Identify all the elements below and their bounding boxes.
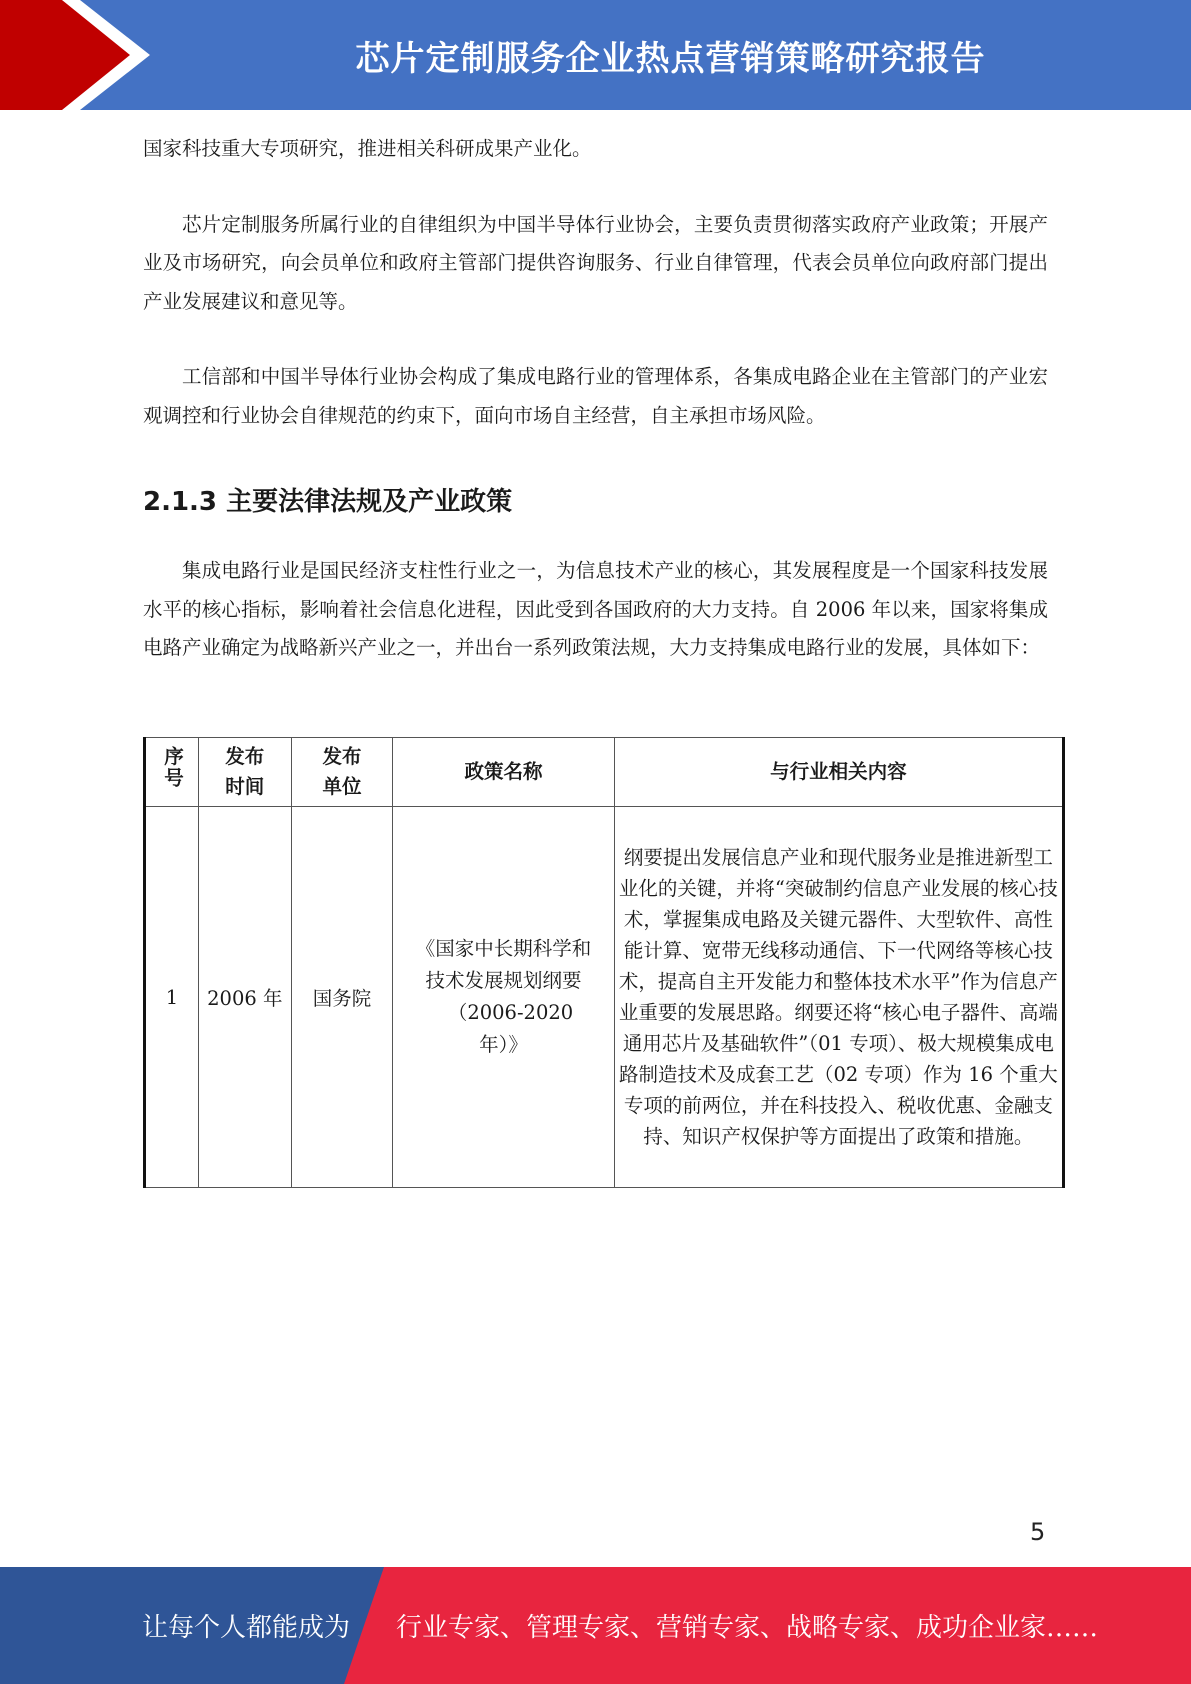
cell-unit: 国务院 (291, 807, 393, 1188)
paragraph-association: 芯片定制服务所属行业的自律组织为中国半导体行业协会，主要负责贯彻落实政府产业政策；开展产业及市场研究，向会员单位和政府主管部门提供咨询服务、行业自律管理，代表会员单位向政府部门提出产业发展建议和意见等。 (143, 212, 1048, 313)
header-policy-name: 政策名称 (393, 738, 614, 807)
cell-seq: 1 (145, 807, 199, 1188)
section-heading: 2.1.3 主要法律法规及产业政策 (143, 487, 513, 517)
header-unit: 发布 单位 (291, 738, 393, 807)
header-seq: 序号 (145, 738, 199, 807)
cell-related-content: 纲要提出发展信息产业和现代服务业是推进新型工业化的关键，并将“突破制约信息产业发展的核心技术，掌握集成电路及关键元器件、大型软件、高性能计算、宽带无线移动通信、下一代网络等核心技术，提高自主开发能力和整体技术水平”作为信息产业重要的发展思路。纲要还将“核心电子器件、高端通用芯片及基础软件”（01 专项）、极大规模集成电路制造技术及成套工艺（02 专项）作为 16 个重大专项的前两位，并在科技投入、税收优惠、金融支持、知识产权保护等方面提出了政策和措施。 (614, 807, 1063, 1188)
footer-slogan-left: 让每个人都能成为 (142, 1613, 351, 1643)
report-title: 芯片定制服务企业热点营销策略研究报告 (355, 38, 986, 79)
page-number: 5 (1030, 1518, 1046, 1546)
cell-time: 2006 年 (198, 807, 291, 1188)
header-related-content: 与行业相关内容 (614, 738, 1063, 807)
table-header-row (145, 738, 1064, 807)
paragraph-continued: 国家科技重大专项研究，推进相关科研成果产业化。 (143, 137, 592, 160)
paragraph-policy-intro: 集成电路行业是国民经济支柱性行业之一，为信息技术产业的核心，其发展程度是一个国家科技发展水平的核心指标，影响着社会信息化进程，因此受到各国政府的大力支持。自 2006 年以来，国家将集成电路产业确定为战略新兴产业之一，并出台一系列政策法规，大力支持集成电路行业的发展，具体如下： (143, 559, 1048, 659)
main-content (143, 130, 1048, 668)
footer-slogan-right: 行业专家、管理专家、营销专家、战略专家、成功企业家…… (396, 1613, 1099, 1643)
table-row (145, 807, 1064, 1188)
page-header (0, 0, 1191, 110)
paragraph-management: 工信部和中国半导体行业协会构成了集成电路行业的管理体系，各集成电路企业在主管部门的产业宏观调控和行业协会自律规范的约束下，面向市场自主经营，自主承担市场风险。 (143, 365, 1048, 427)
policy-table (143, 737, 1065, 1188)
cell-policy-name: 《国家中长期科学和 技术发展规划纲要 （2006-2020 年）》 (393, 807, 614, 1188)
header-time: 发布 时间 (198, 738, 291, 807)
page-footer (0, 1567, 1191, 1684)
